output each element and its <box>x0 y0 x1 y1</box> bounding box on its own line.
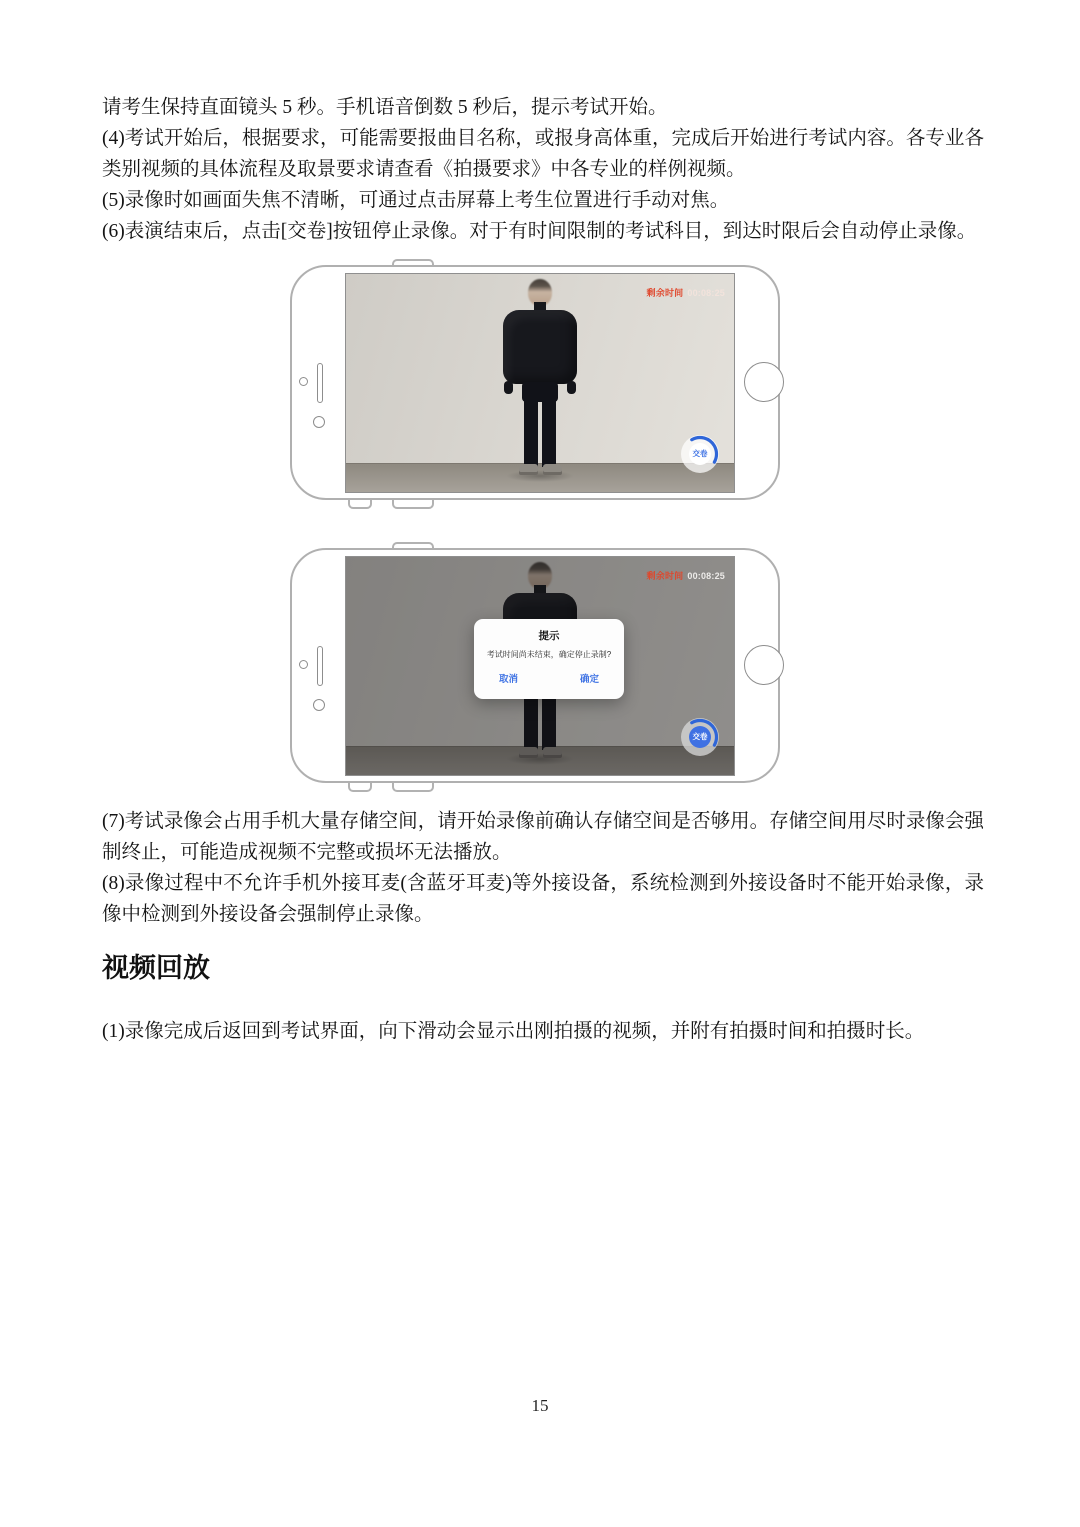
submit-button-label: 交卷 <box>689 726 711 748</box>
figure-leg <box>542 397 556 467</box>
dialog-buttons <box>474 671 624 685</box>
paragraph: (4)考试开始后，根据要求，可能需要报曲目名称，或报身高体重，完成后开始进行考试内容。各专业各类别视频的具体流程及取景要求请查看《拍摄要求》中各专业的样例视频。 <box>102 128 984 180</box>
home-button <box>744 645 784 685</box>
notes-text-block <box>102 806 984 930</box>
phone-frame <box>290 548 780 783</box>
paragraph: 请考生保持直面镜头 5 秒。手机语音倒数 5 秒后，提示考试开始。 <box>102 97 668 118</box>
confirm-dialog <box>474 619 624 699</box>
examinee-figure <box>500 279 580 484</box>
remaining-time-badge <box>647 286 725 299</box>
sensor-icon <box>313 699 325 711</box>
figure-shoe <box>519 464 538 475</box>
section-heading: 视频回放 <box>102 953 210 983</box>
paragraph: (1)录像完成后返回到考试界面，向下滑动会显示出刚拍摄的视频，并附有拍摄时间和拍摄时长。 <box>102 1021 925 1042</box>
paragraph: (5)录像时如画面失焦不清晰，可通过点击屏幕上考生位置进行手动对焦。 <box>102 190 730 211</box>
figure-shoe <box>543 464 562 475</box>
page-number: 15 <box>531 1396 549 1415</box>
paragraph: (6)表演结束后，点击[交卷]按钮停止录像。对于有时间限制的考试科目，到达时限后会自动停止录像。 <box>102 221 977 242</box>
phone-frame <box>290 265 780 500</box>
remaining-time-value: 00:08:25 <box>687 288 725 298</box>
dialog-title: 提示 <box>538 630 560 642</box>
submit-button-label: 交卷 <box>689 443 711 465</box>
remaining-time-label: 剩余时间 <box>646 288 684 298</box>
figure-hand <box>567 381 576 394</box>
camera-screen <box>345 556 735 776</box>
phone-mockup-recording <box>288 256 788 514</box>
confirm-button[interactable]: 确定 <box>579 674 599 685</box>
paragraph: (8)录像过程中不允许手机外接耳麦(含蓝牙耳麦)等外接设备，系统检测到外接设备时不能开始录像，录像中检测到外接设备会强制停止录像。 <box>102 873 984 925</box>
earpiece-speaker-icon <box>317 363 323 403</box>
sensor-icon <box>313 416 325 428</box>
home-button <box>744 362 784 402</box>
figure-shadow <box>506 470 574 482</box>
submit-exam-button[interactable] <box>681 435 719 473</box>
playback-text-block <box>102 1016 984 1047</box>
figure-leg <box>524 397 538 467</box>
figure-jacket <box>503 310 577 384</box>
submit-exam-button[interactable] <box>681 718 719 756</box>
figure-hand <box>504 381 513 394</box>
remaining-time-value: 00:08:25 <box>687 571 725 581</box>
remaining-time-badge <box>647 569 725 582</box>
dialog-message: 考试时间尚未结束，确定停止录制? <box>486 650 612 659</box>
phone-mockup-dialog <box>288 539 788 797</box>
remaining-time-label: 剩余时间 <box>646 571 684 581</box>
intro-text-block <box>102 92 984 247</box>
cancel-button[interactable]: 取消 <box>499 674 519 685</box>
earpiece-speaker-icon <box>317 646 323 686</box>
paragraph: (7)考试录像会占用手机大量存储空间，请开始录像前确认存储空间是否够用。存储空间用尽时录像会强制终止，可能造成视频不完整或损坏无法播放。 <box>102 811 984 863</box>
camera-screen <box>345 273 735 493</box>
front-camera-icon <box>299 660 308 669</box>
front-camera-icon <box>299 377 308 386</box>
